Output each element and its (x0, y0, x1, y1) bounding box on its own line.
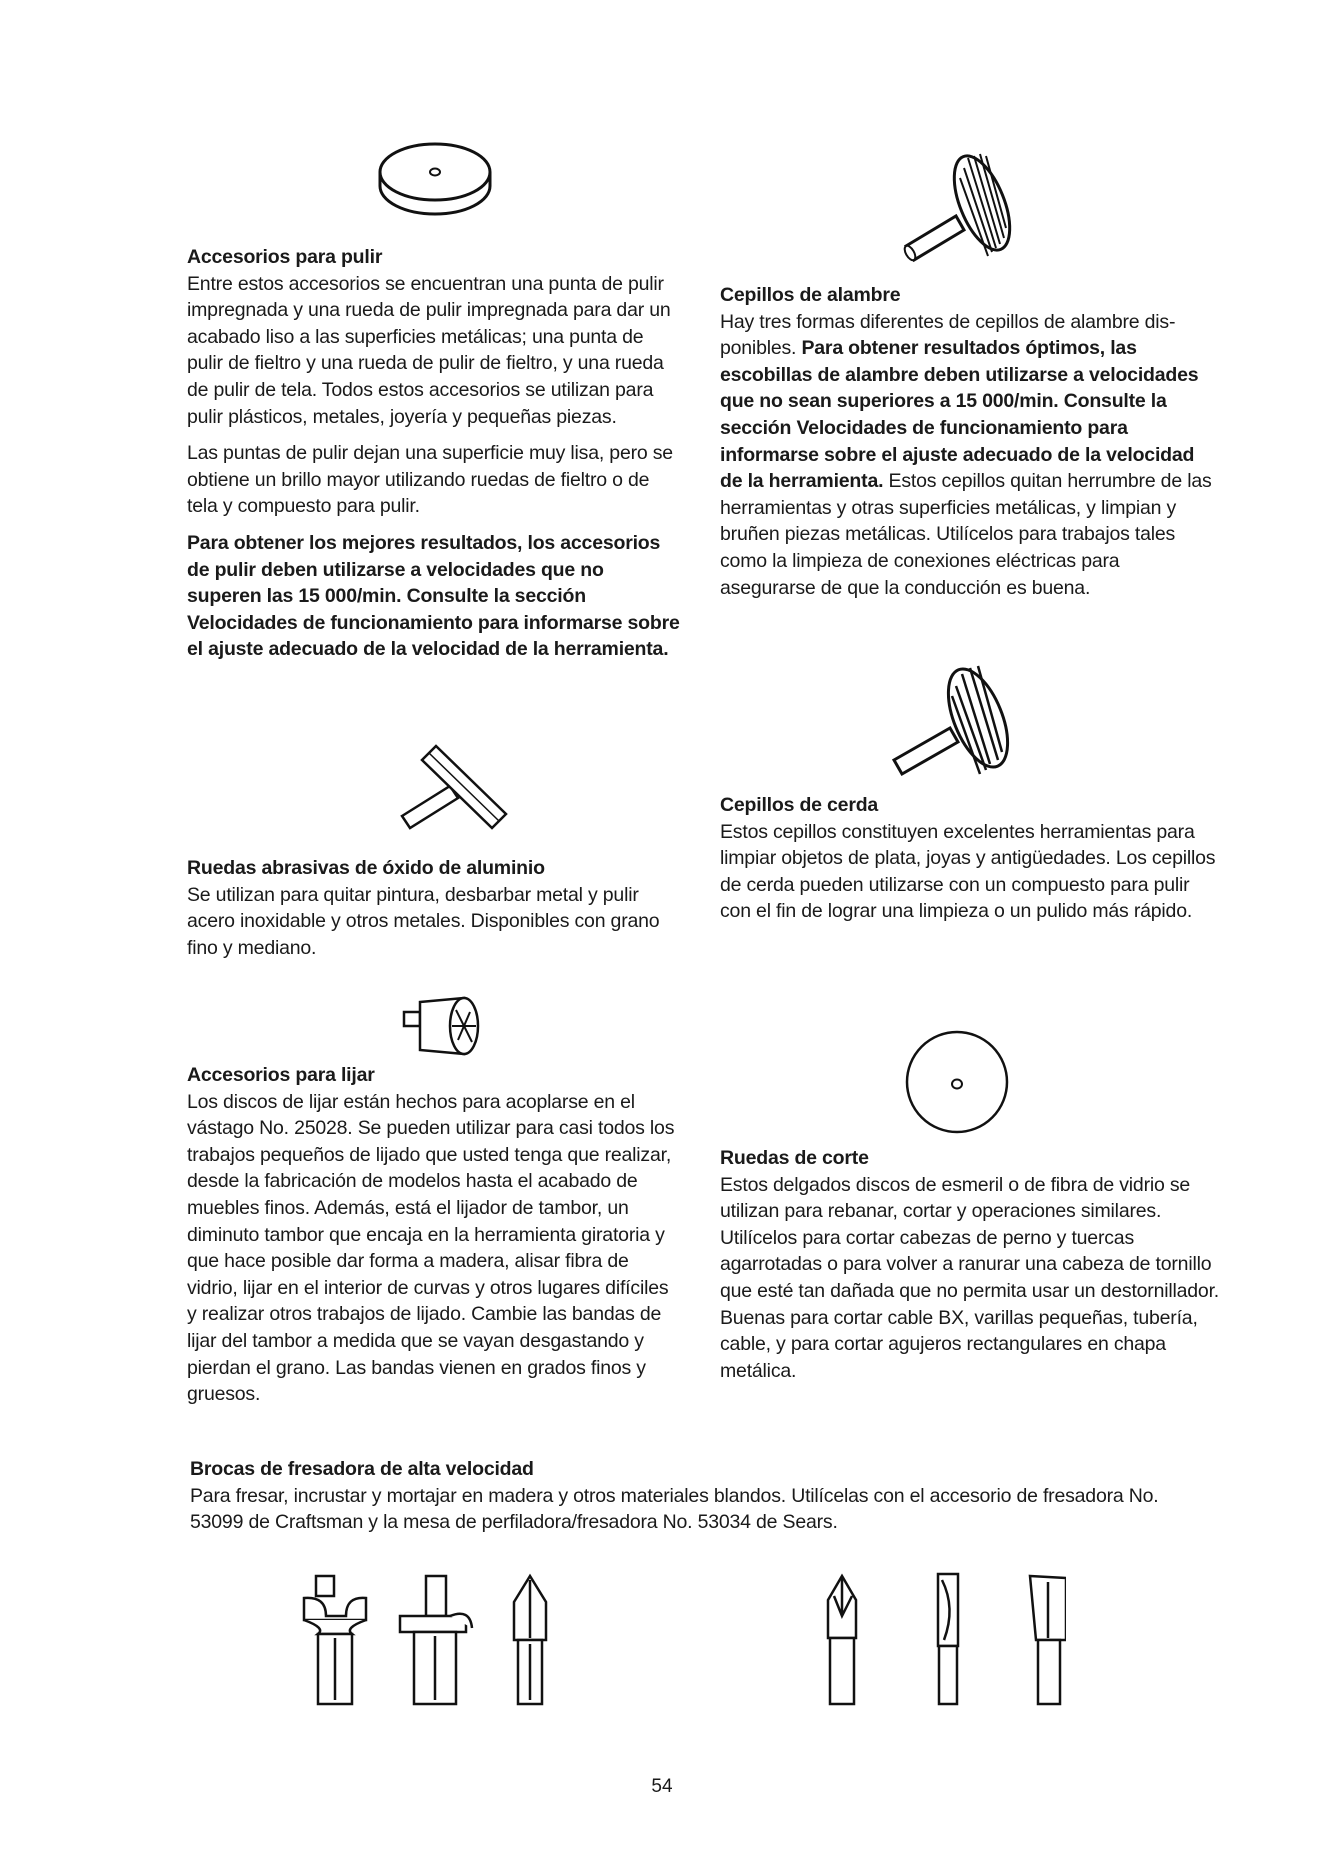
heading-corte: Ruedas de corte (720, 1147, 869, 1169)
router-bit-icon (296, 1568, 1066, 1718)
body-pulir: Entre estos accesorios se encuentran una punta de pulir impregnada y una rueda de pulir impregnada para dar un acabado liso a las superficies metálicas; una punta de pulir de fieltro y una rueda de pulir de fieltro, y una rueda de pulir de tela. Todos estos accesorios se utilizan para pulir plásticos, metales, joyería y pequeñas piezas. (187, 272, 671, 428)
section-pulir (187, 244, 683, 663)
abrasive-wheel-icon (396, 736, 516, 836)
page-number: 54 (651, 1776, 673, 1797)
section-lijar (187, 1062, 683, 1408)
section-oxido (187, 855, 683, 961)
body2-pulir: Las puntas de pulir dejan una superficie muy lisa, pero se obtiene un brillo mayor utilizando ruedas de fieltro o de tela y compuesto para pulir. (187, 442, 673, 518)
heading-lijar: Accesorios para lijar (187, 1064, 375, 1086)
body-cerda: Estos cepillos constituyen excelentes herramientas para limpiar objetos de plata, joyas y antigüedades. Los cepillos de cerda pueden utilizarse con un compuesto para pulir con el fin de lograr una limpieza o un pulido más rápido. (720, 820, 1216, 923)
heading-pulir: Accesorios para pulir (187, 246, 383, 268)
heading-alambre: Cepillos de alambre (720, 284, 901, 306)
section-brocas (190, 1456, 1210, 1536)
body-lijar: Los discos de lijar están hechos para acoplarse en el vástago No. 25028. Se pueden utilizar para casi todos los trabajos pequeños de lijado que usted tenga que realizar, desde la fabricación de modelos hasta el acabado de muebles finos. Además, está el lijador de tambor, un diminuto tambor que encaja en la herramienta giratoria y que hace posible dar forma a madera, alisar fibra de vidrio, lijar en el interior de curvas y otros lugares difíciles y realizar otros trabajos de lijado. Cambie las bandas de lijar del tambor a medida que se vayan desgastando y pierdan el grano. Las bandas vienen en grados finos y gruesos. (187, 1090, 675, 1406)
heading-brocas: Brocas de fresadora de alta velocidad (190, 1458, 534, 1480)
body-alambre (720, 309, 1220, 602)
wire-brush-icon (888, 148, 1028, 268)
heading-oxido: Ruedas abrasivas de óxido de aluminio (187, 857, 545, 879)
sanding-drum-icon (402, 990, 492, 1062)
cutoff-wheel-icon (902, 1026, 1012, 1136)
bristle-brush-icon (888, 660, 1028, 785)
body-corte: Estos delgados discos de esmeril o de fibra de vidrio se utilizan para rebanar, cortar y operaciones similares. Utilícelos para cortar cabezas de perno y tuercas agarrotadas o para volver a ranurar una cabeza de tornillo que esté tan dañada que no permita usar un destornillador. Buenas para cortar cable BX, varillas pequeñas, tubería, cable, y para cortar agujeros rectangulares en chapa metálica. (720, 1173, 1220, 1382)
body-oxido: Se utilizan para quitar pintura, desbarbar metal y pulir acero inoxidable y otros metales. Disponibles con grano fino y mediano. (187, 883, 660, 959)
polishing-wheel-icon (370, 140, 500, 226)
body-alambre-b: Estos cepillos quitan herrumbre de las herramientas y otras superficies metálicas, y limpian y bruñen piezas metálicas. Utilícelos para trabajos tales como la limpieza de conexiones eléctricas para asegurarse de que la conducción es buena. (720, 470, 1212, 599)
heading-cerda: Cepillos de cerda (720, 794, 879, 816)
body-alambre-a: Hay tres formas diferentes de cepillos de alambre dis- ponibles. (720, 310, 1176, 360)
section-alambre (720, 282, 1220, 601)
body-brocas: Para fresar, incrustar y mortajar en madera y otros materiales blandos. Utilícelas con el accesorio de fresadora No. 53099 de Craftsman y la mesa de perfiladora/fresadora No. 53034 de Sears. (190, 1484, 1159, 1534)
section-cerda (720, 792, 1220, 925)
section-corte (720, 1145, 1220, 1384)
warning-pulir: Para obtener los mejores resultados, los accesorios de pulir deben utilizarse a velocidades que no superen las 15 000/min. Consulte la sección Velocidades de funcionamiento para informarse sobre el ajuste adecuado de la velocidad de la herramienta. (187, 531, 680, 661)
body-alambre-bold: Para obtener resultados óptimos, las escobillas de alambre deben utilizarse a velocidades que no sean superiores a 15 000/min. Consulte la sección Velocidades de funcionamiento para informarse sobre el ajuste adecuado de la velocidad de la herramienta. (720, 337, 1199, 493)
